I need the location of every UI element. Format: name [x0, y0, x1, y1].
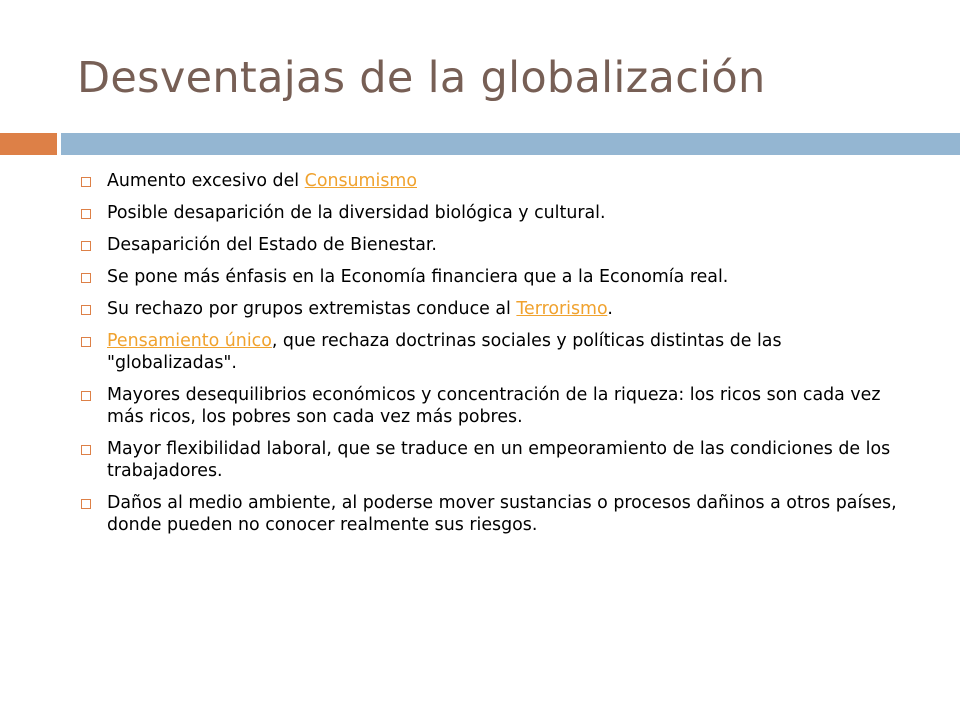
bullet-text: Daños al medio ambiente, al poderse mover sustancias o procesos dañinos a otros países, donde pueden no conocer realmente sus riesgos.	[107, 493, 897, 535]
consumismo-link[interactable]: Consumismo	[304, 171, 417, 191]
terrorismo-link[interactable]: Terrorismo	[516, 299, 608, 319]
square-bullet-icon	[81, 209, 91, 219]
bullet-text: Aumento excesivo del	[107, 171, 305, 191]
bullet-text-suffix: , que rechaza doctrinas sociales y políticas distintas de las "globalizadas".	[107, 331, 782, 373]
bullet-item-medio-ambiente	[77, 492, 907, 536]
bullet-text: Desaparición del Estado de Bienestar.	[107, 235, 437, 255]
bullet-item-diversidad	[77, 202, 907, 224]
bullet-list	[77, 170, 907, 546]
bullet-text: Se pone más énfasis en la Economía financiera que a la Economía real.	[107, 267, 729, 287]
bullet-item-flexibilidad	[77, 438, 907, 482]
pensamiento-unico-link[interactable]: Pensamiento único	[107, 331, 272, 351]
slide-title: Desventajas de la globalización	[77, 53, 766, 103]
bullet-text-suffix: .	[607, 299, 613, 319]
bullet-item-economia	[77, 266, 907, 288]
bullet-text: Mayores desequilibrios económicos y concentración de la riqueza: los ricos son cada vez más ricos, los pobres son cada vez más pobres.	[107, 385, 881, 427]
bullet-item-terrorismo	[77, 298, 907, 320]
square-bullet-icon	[81, 177, 91, 187]
bullet-item-bienestar	[77, 234, 907, 256]
square-bullet-icon	[81, 337, 91, 347]
square-bullet-icon	[81, 445, 91, 455]
bullet-item-desequilibrios	[77, 384, 907, 428]
square-bullet-icon	[81, 499, 91, 509]
square-bullet-icon	[81, 273, 91, 283]
bullet-text: Posible desaparición de la diversidad biológica y cultural.	[107, 203, 606, 223]
bullet-item-consumismo	[77, 170, 907, 192]
square-bullet-icon	[81, 241, 91, 251]
accent-bar-blue	[61, 133, 960, 155]
accent-bar-orange	[0, 133, 57, 155]
bullet-item-pensamiento-unico	[77, 330, 907, 374]
square-bullet-icon	[81, 391, 91, 401]
square-bullet-icon	[81, 305, 91, 315]
bullet-text: Su rechazo por grupos extremistas conduce al	[107, 299, 517, 319]
bullet-text: Mayor flexibilidad laboral, que se traduce en un empeoramiento de las condiciones de los trabajadores.	[107, 439, 891, 481]
